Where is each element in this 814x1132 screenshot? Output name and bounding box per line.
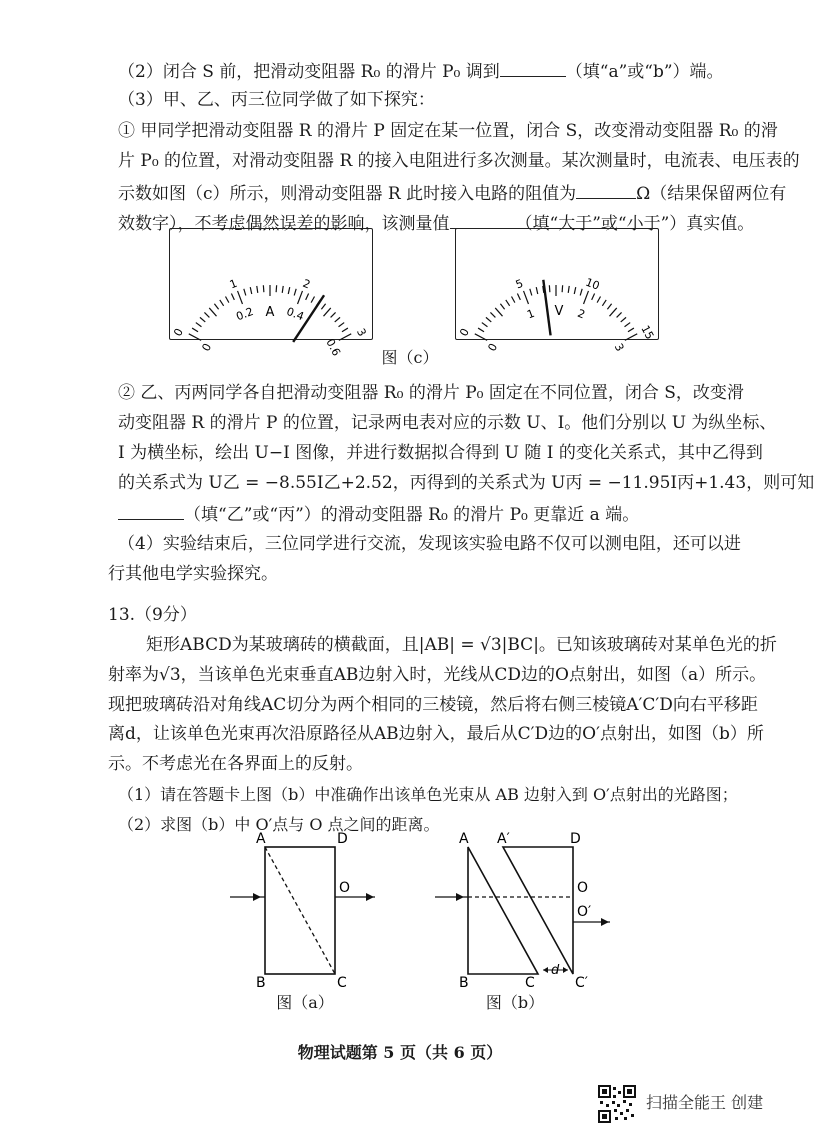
q12-s1-line2: 片 P₀ 的位置，对滑动变阻器 R 的接入电阻进行多次测量。某次测量时，电流表、电压表的 <box>118 151 800 171</box>
bottom-scale-label: 0.4 <box>284 304 306 324</box>
scale-tick <box>592 293 595 299</box>
scale-tick <box>625 334 637 341</box>
right-prism <box>503 847 573 974</box>
label-o: O <box>577 880 589 896</box>
scale-tick <box>294 289 296 296</box>
answer-blank[interactable] <box>450 210 516 229</box>
scale-tick <box>495 308 502 316</box>
scale-tick <box>192 328 198 332</box>
scale-tick <box>609 308 616 316</box>
scale-tick <box>189 334 201 341</box>
label-c: C <box>525 975 535 991</box>
scale-tick <box>288 287 290 294</box>
q13-line1: 矩形ABCD为某玻璃砖的横截面，且|AB| = √3|BC|。已知该玻璃砖对某单色光的折 <box>146 635 777 655</box>
scale-tick <box>486 317 491 322</box>
scale-tick <box>482 323 488 327</box>
scale-tick <box>298 291 303 304</box>
q13-title: 13.（9分） <box>108 605 197 625</box>
bottom-scale-label: 3 <box>611 341 627 354</box>
label-d: D <box>337 831 348 847</box>
scale-tick <box>475 334 487 341</box>
scale-tick <box>500 304 504 310</box>
label-a: A <box>459 831 469 847</box>
voltmeter <box>455 228 659 354</box>
ammeter-dial <box>170 229 372 359</box>
bottom-scale-label: 0 <box>485 341 501 354</box>
scale-tick <box>602 300 606 306</box>
arrow-icon <box>456 893 464 901</box>
ammeter <box>169 228 373 359</box>
arrow-icon <box>366 893 374 901</box>
figure-b-caption: 图（b） <box>485 993 545 1012</box>
scale-tick <box>617 312 622 317</box>
q12-s1-line4: 效数字），不考虑偶然误差的影响，该测量值 （填“大于”或“小于”）真实值。 <box>118 210 738 236</box>
scale-tick <box>250 287 252 294</box>
bottom-scale-label: 1 <box>525 306 537 322</box>
scale-tick <box>276 285 277 292</box>
scale-tick <box>339 334 351 341</box>
voltmeter-unit: V <box>554 304 564 319</box>
label-a-prime: A′ <box>497 831 510 847</box>
scale-tick <box>597 296 600 302</box>
q12-s2-line5: （填“乙”或“丙”）的滑动变阻器 R₀ 的滑片 P₀ 更靠近 a 端。 <box>118 501 738 527</box>
figure-c-caption: 图（c） <box>381 348 439 367</box>
label-b: B <box>256 975 266 991</box>
scale-tick <box>238 291 243 304</box>
top-scale-label: 0 <box>457 326 472 339</box>
label-d: D <box>570 831 581 847</box>
scale-tick <box>220 300 224 306</box>
top-scale-label: 10 <box>583 275 602 293</box>
arrow-icon <box>563 967 568 973</box>
scale-tick <box>628 328 634 332</box>
label-d-distance: d <box>551 963 560 978</box>
q13-question2: （2）求图（b）中 O′点与 O 点之间的距离。 <box>118 815 440 834</box>
scale-tick <box>530 289 532 296</box>
q12-s2-line4: 的关系式为 U乙 = −8.55I乙+2.52，丙得到的关系式为 U丙 = −11.95I丙+1.43，则可知 <box>118 473 814 493</box>
qr-code-icon <box>598 1085 636 1123</box>
scale-tick <box>231 293 234 299</box>
left-prism <box>468 847 538 974</box>
q12-s2-line2: 动变阻器 R 的滑片 P 的位置，记录两电表对应的示数 U、I。他们分别以 U 为纵坐标、 <box>118 413 777 433</box>
scale-tick <box>490 312 495 317</box>
scale-tick <box>323 308 330 316</box>
figure-a-caption: 图（a） <box>276 993 334 1012</box>
scale-tick <box>204 312 209 317</box>
scale-tick <box>517 293 520 299</box>
figure-a <box>225 825 385 990</box>
scale-tick <box>200 317 205 322</box>
q13-line2: 射率为√3，当该单色光束垂直AB边射入时，光线从CD边的O点射出，如图（a）所示。 <box>108 665 767 685</box>
q12-s2-line3: I 为横坐标，绘出 U−I 图像，并进行数据拟合得到 U 随 I 的变化关系式，其中乙得到 <box>118 443 763 463</box>
voltmeter-dial <box>456 229 658 354</box>
scale-tick <box>506 300 510 306</box>
scale-tick <box>209 308 216 316</box>
scale-tick <box>580 289 582 296</box>
scale-tick <box>584 291 589 304</box>
top-scale-label: 3 <box>354 326 369 339</box>
top-scale-label: 0 <box>171 326 186 339</box>
answer-blank[interactable] <box>576 180 636 199</box>
scale-tick <box>321 304 325 310</box>
scale-tick <box>536 287 538 294</box>
scale-tick <box>257 286 258 293</box>
q12-s2-line1: ② 乙、丙两同学各自把滑动变阻器 R₀ 的滑片 P₀ 固定在不同位置，闭合 S，改变滑 <box>118 383 744 403</box>
scale-tick <box>306 293 309 299</box>
scale-tick <box>625 323 631 327</box>
answer-blank[interactable] <box>118 501 184 520</box>
top-scale-label: 5 <box>513 276 526 292</box>
q13-line3: 现把玻璃砖沿对角线AC切分为两个相同的三棱镜，然后将右侧三棱镜A′C′D向右平移距 <box>108 695 758 715</box>
scale-tick <box>524 291 529 304</box>
scale-tick <box>331 312 336 317</box>
ammeter-unit: A <box>265 305 275 320</box>
scale-tick <box>478 328 484 332</box>
q12-s1-line1: ① 甲同学把滑动变阻器 R 的滑片 P 固定在某一位置，闭合 S，改变滑动变阻器 R₀ 的滑 <box>118 121 778 141</box>
page-footer: 物理试题第 5 页（共 6 页） <box>297 1043 503 1062</box>
label-o-prime: O′ <box>577 904 592 920</box>
label-a: A <box>256 831 266 847</box>
scanner-watermark: 扫描全能王 创建 <box>646 1093 764 1112</box>
scale-tick <box>342 328 348 332</box>
scale-tick <box>196 323 202 327</box>
scale-tick <box>607 304 611 310</box>
q13-line4: 离d，让该单色光束再次沿原路径从AB边射入，最后从C′D边的O′点射出，如图（b）所 <box>108 724 764 744</box>
q12-part2: （2）闭合 S 前，把滑动变阻器 R₀ 的滑片 P₀ 调到 （填“a”或“b”）端。 <box>118 58 738 84</box>
scale-tick <box>335 317 340 322</box>
bottom-scale-label: 2 <box>575 306 587 322</box>
scale-tick <box>568 286 569 293</box>
scale-tick <box>511 296 514 302</box>
bottom-scale-label: 0.6 <box>323 336 343 359</box>
scale-tick <box>214 304 218 310</box>
scale-tick <box>549 285 550 292</box>
label-c: C <box>337 975 347 991</box>
scale-tick <box>621 317 626 322</box>
bottom-scale-label: 0.2 <box>234 304 256 324</box>
q12-s1-line3: 示数如图（c）所示，则滑动变阻器 R 此时接入电路的阻值为 Ω（结果保留两位有 <box>118 180 738 206</box>
arrow-icon <box>253 893 261 901</box>
diagonal-ac <box>265 847 335 974</box>
scale-tick <box>339 323 345 327</box>
top-scale-label: 15 <box>638 323 657 342</box>
arrow-icon <box>543 967 548 973</box>
scale-tick <box>311 296 314 302</box>
scale-tick <box>282 286 283 293</box>
label-c-prime: C′ <box>575 975 588 991</box>
q13-question1: （1）请在答题卡上图（b）中准确作出该单色光束从 AB 边射入到 O′点射出的光路图； <box>118 785 738 804</box>
bottom-scale-label: 0 <box>199 341 215 354</box>
scale-tick <box>225 296 228 302</box>
scale-tick <box>263 285 264 292</box>
label-b: B <box>459 975 469 991</box>
q12-part4-line1: （4）实验结束后，三位同学进行交流，发现该实验电路不仅可以测电阻，还可以进 <box>118 534 741 554</box>
q12-part4-line2: 行其他电学实验探究。 <box>108 564 278 584</box>
scale-tick <box>574 287 576 294</box>
top-scale-label: 2 <box>300 276 313 292</box>
q13-line5: 示。不考虑光在各界面上的反射。 <box>108 754 363 774</box>
arrow-icon <box>601 918 609 926</box>
figure-b <box>425 825 625 990</box>
label-o: O <box>339 880 351 896</box>
scale-tick <box>562 285 563 292</box>
top-scale-label: 1 <box>227 276 240 292</box>
answer-blank[interactable] <box>500 58 566 77</box>
q12-part3: （3）甲、乙、丙三位同学做了如下探究： <box>118 90 435 110</box>
scale-tick <box>244 289 246 296</box>
